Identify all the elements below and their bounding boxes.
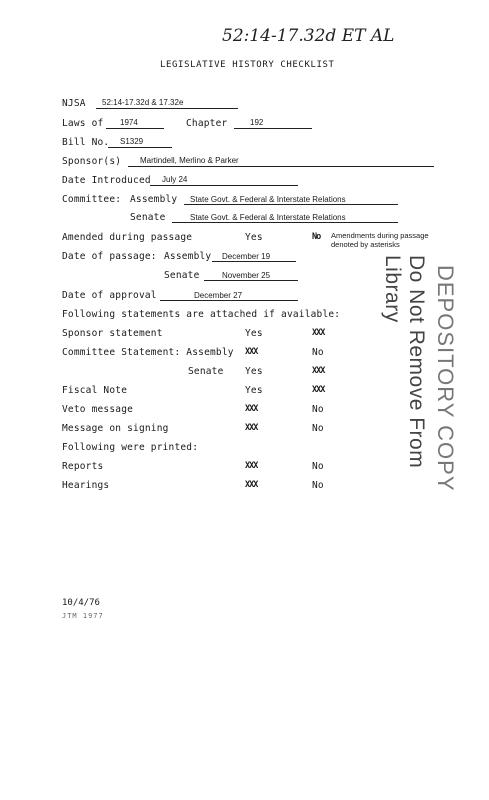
printed-hearings-label: Hearings xyxy=(62,480,110,491)
statement-veto-no: No xyxy=(312,404,324,415)
printed-reports-no: No xyxy=(312,461,324,472)
laws-of-label: Laws of xyxy=(62,118,104,129)
approval-label: Date of approval xyxy=(62,290,157,301)
statement-committee-senate-label: Senate xyxy=(188,366,224,377)
amended-yes: Yes xyxy=(245,232,263,243)
passage-label: Date of passage: xyxy=(62,251,157,262)
amended-note-line2: denoted by asterisks xyxy=(331,240,400,249)
committee-senate-value: State Govt. & Federal & Interstate Relations xyxy=(190,213,346,222)
statement-committee-assembly-label: Committee Statement: Assembly xyxy=(62,347,234,358)
printed-hearings-yes: XXX xyxy=(245,480,258,490)
printed-reports-yes: XXX xyxy=(245,461,258,471)
passage-assembly-value: December 19 xyxy=(222,252,271,261)
committee-senate-label: Senate xyxy=(130,212,166,223)
statements-heading: Following statements are attached if available: xyxy=(62,309,341,320)
printed-heading: Following were printed: xyxy=(62,442,199,453)
stamp-line2: Do Not Remove From Library xyxy=(381,255,428,469)
footer-date: 10/4/76 xyxy=(62,598,100,608)
statement-sponsor-yes: Yes xyxy=(245,328,263,339)
njsa-label: NJSA xyxy=(62,98,86,109)
statement-signing-label: Message on signing xyxy=(62,423,169,434)
statement-veto-label: Veto message xyxy=(62,404,134,415)
njsa-value: 52:14-17.32d & 17.32e xyxy=(102,98,184,107)
date-introduced-label: Date Introduced xyxy=(62,175,151,186)
laws-of-value: 1974 xyxy=(120,118,138,127)
statement-fiscal-note-no: XXX xyxy=(312,385,325,395)
committee-assembly-label: Assembly xyxy=(130,194,178,205)
statement-sponsor-label: Sponsor statement xyxy=(62,328,163,339)
amended-note-line1: Amendments during passage xyxy=(331,231,429,240)
sponsors-label: Sponsor(s) xyxy=(62,156,122,167)
passage-senate-label: Senate xyxy=(164,270,200,281)
passage-senate-value: November 25 xyxy=(222,271,271,280)
date-introduced-value: July 24 xyxy=(162,175,188,184)
footer-faint-mark: JTM 1977 xyxy=(62,612,104,620)
approval-value: December 27 xyxy=(194,291,243,300)
printed-hearings-no: No xyxy=(312,480,324,491)
sponsors-value: Martindell, Merlino & Parker xyxy=(140,156,239,165)
page-title: LEGISLATIVE HISTORY CHECKLIST xyxy=(160,60,335,70)
chapter-value: 192 xyxy=(250,118,264,127)
committee-label: Committee: xyxy=(62,194,122,205)
statement-signing-no: No xyxy=(312,423,324,434)
statement-sponsor-no: XXX xyxy=(312,328,325,338)
bill-label: Bill No. xyxy=(62,137,110,148)
statement-committee-assembly-no: No xyxy=(312,347,324,358)
handwritten-citation: 52:14-17.32d ET AL xyxy=(222,26,395,46)
statement-fiscal-note-yes: Yes xyxy=(245,385,263,396)
bill-value: S1329 xyxy=(120,137,144,146)
printed-reports-label: Reports xyxy=(62,461,104,472)
amended-label: Amended during passage xyxy=(62,232,193,243)
amended-no: No xyxy=(312,232,321,242)
passage-assembly-label: Assembly xyxy=(164,251,212,262)
statement-signing-yes: XXX xyxy=(245,423,258,433)
statement-fiscal-note-label: Fiscal Note xyxy=(62,385,128,396)
statement-committee-assembly-yes: XXX xyxy=(245,347,258,357)
committee-assembly-value: State Govt. & Federal & Interstate Relations xyxy=(190,195,346,204)
statement-committee-senate-no: XXX xyxy=(312,366,325,376)
statement-veto-yes: XXX xyxy=(245,404,258,414)
statement-committee-senate-yes: Yes xyxy=(245,366,263,377)
stamp-line1: DEPOSITORY COPY xyxy=(433,265,458,492)
chapter-label: Chapter xyxy=(186,118,228,129)
depository-stamp xyxy=(381,255,458,535)
